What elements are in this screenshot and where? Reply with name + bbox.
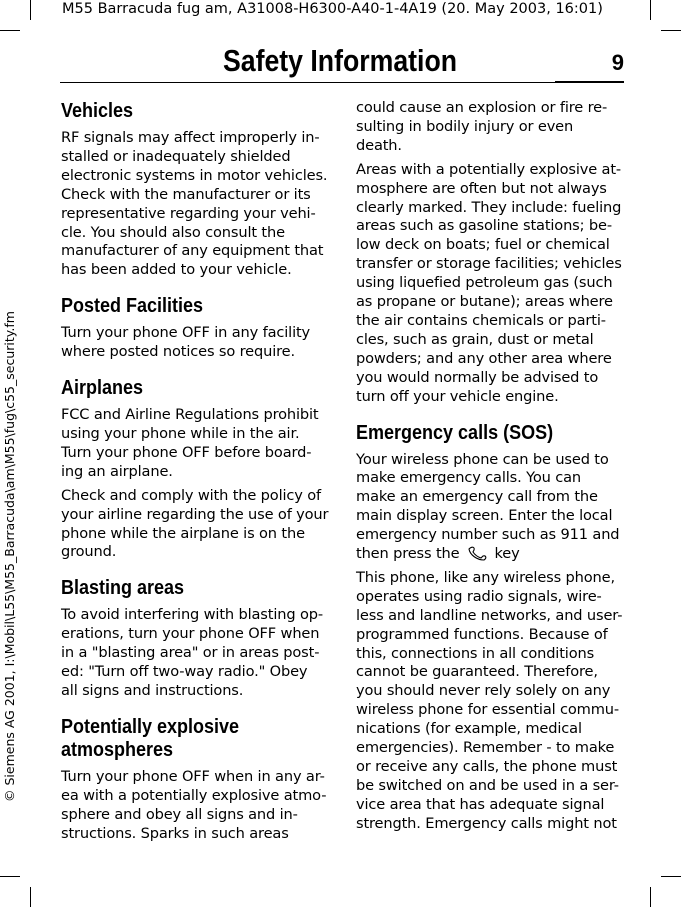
text-line: the air contains chemicals or parti- (356, 311, 606, 329)
document-meta: M55 Barracuda fug am, A31008-H6300-A40-1-4A19 (20. May 2003, 16:01) (62, 1, 603, 17)
text-line: emergencies). Remember - to make (356, 739, 615, 757)
side-copyright-path: © Siemens AG 2001, I:\Mobil\L55\M55_Barracuda\am\M55\fug\c55_security.fm (2, 311, 17, 802)
text-line: representative regarding your vehi- (61, 204, 316, 222)
text-line: be switched on and be used in a ser- (356, 776, 619, 794)
section-heading: Vehicles (61, 100, 134, 122)
text-line: cle. You should also consult the (61, 223, 285, 241)
crop-mark (0, 30, 20, 31)
text-fragment: key (494, 545, 520, 563)
call-key-icon (466, 545, 488, 561)
text-line: Check and comply with the policy of (61, 486, 321, 504)
text-fragment: then press the (356, 545, 460, 563)
text-line: cannot be guaranteed. Therefore, (356, 663, 598, 681)
crop-mark (0, 876, 20, 877)
text-line: sulting in bodily injury or even (356, 117, 574, 135)
text-line: you would normally be advised to (356, 368, 599, 386)
text-line: programmed functions. Because of (356, 625, 608, 643)
text-line: transfer or storage facilities; vehicles (356, 255, 622, 273)
text-line: ground. (61, 543, 117, 561)
text-line: mosphere are often but not always (356, 179, 607, 197)
section-heading: atmospheres (61, 738, 174, 761)
text-line: Check with the manufacturer or its (61, 185, 311, 203)
text-line: vice area that has adequate signal (356, 795, 605, 813)
text-line: clearly marked. They include: fueling (356, 198, 622, 216)
text-line: areas such as gasoline stations; be- (356, 217, 612, 235)
text-line: To avoid interfering with blasting op- (61, 606, 323, 624)
text-line: Turn your phone OFF in any facility (61, 324, 311, 342)
text-line: This phone, like any wireless phone, (356, 568, 615, 586)
crop-mark (650, 887, 651, 907)
text-line: could cause an explosion or fire re- (356, 99, 608, 116)
text-line: using liquefied petroleum gas (such (356, 274, 613, 292)
text-line: ed: "Turn off two-way radio." Obey (61, 663, 308, 681)
text-line: phone while the airplane is on the (61, 524, 305, 542)
text-line: erations, turn your phone OFF when (61, 625, 320, 643)
text-line: Turn your phone OFF before board- (61, 443, 312, 461)
text-line: operates using radio signals, wire- (356, 587, 602, 605)
text-line: electronic systems in motor vehicles. (61, 166, 328, 184)
text-line: strength. Emergency calls might not (356, 814, 617, 832)
text-line: Areas with a potentially explosive at- (356, 160, 622, 178)
text-line: Your wireless phone can be used to (356, 450, 609, 468)
text-line: using your phone while in the air. (61, 424, 300, 442)
section-heading: Potentially explosive (61, 715, 240, 738)
section-airplanes (61, 377, 327, 562)
text-line: as propane or butane); areas where (356, 293, 613, 311)
text-line: has been added to your vehicle. (61, 261, 292, 279)
section-emergency-calls (356, 422, 626, 834)
text-line: ing an airplane. (61, 462, 173, 480)
text-line: this, connections in all conditions (356, 644, 595, 662)
text-line: in a "blasting area" or in areas post- (61, 644, 320, 662)
section-posted-facilities (61, 295, 327, 362)
crop-mark (661, 30, 681, 31)
text-line: turn off your vehicle engine. (356, 387, 559, 405)
text-line: manufacturer of any equipment that (61, 242, 324, 260)
section-explosive-continued (356, 99, 626, 407)
text-line: stalled or inadequately shielded (61, 147, 291, 165)
left-column (61, 100, 327, 843)
text-line: powders; and any other area where (356, 349, 612, 367)
crop-mark (661, 876, 681, 877)
text-line: main display screen. Enter the local (356, 507, 613, 525)
text-line: where posted notices so require. (61, 343, 295, 361)
page-number: 9 (611, 50, 624, 75)
section-vehicles (61, 100, 327, 280)
section-blasting-areas (61, 577, 327, 701)
section-heading: Blasting areas (61, 577, 185, 600)
section-heading: Posted Facilities (61, 295, 204, 318)
text-line (356, 545, 626, 564)
text-line: Turn your phone OFF when in any ar- (61, 767, 325, 785)
right-column (356, 99, 626, 834)
crop-mark (650, 0, 651, 20)
text-line: cles, such as grain, dust or metal (356, 330, 594, 348)
text-line: FCC and Airline Regulations prohibit (61, 406, 319, 424)
title-rule (60, 82, 624, 83)
text-line: or receive any calls, the phone must (356, 758, 618, 775)
crop-mark (30, 887, 31, 907)
text-line: make emergency calls. You can (356, 469, 582, 487)
page-number-rule (555, 81, 624, 83)
text-line: death. (356, 136, 402, 154)
text-line: RF signals may affect improperly in- (61, 129, 320, 146)
section-heading: Airplanes (61, 377, 144, 400)
text-line: structions. Sparks in such areas (61, 824, 289, 842)
text-line: your airline regarding the use of your (61, 505, 329, 523)
text-line: you should never rely solely on any (356, 682, 611, 700)
text-line: low deck on boats; fuel or chemical (356, 236, 610, 254)
section-heading: Emergency calls (SOS) (356, 421, 554, 444)
text-line: emergency number such as 911 and (356, 526, 620, 544)
text-line: wireless phone for essential commu- (356, 701, 620, 719)
page-title: Safety Information (222, 43, 458, 78)
text-line: sphere and obey all signs and in- (61, 805, 298, 823)
text-line: make an emergency call from the (356, 488, 598, 506)
crop-mark (30, 0, 31, 20)
section-explosive-atmospheres (61, 716, 327, 844)
text-line: ea with a potentially explosive atmo- (61, 786, 327, 804)
text-line: less and landline networks, and user- (356, 606, 623, 624)
text-line: all signs and instructions. (61, 681, 244, 699)
text-line: nications (for example, medical (356, 720, 582, 738)
